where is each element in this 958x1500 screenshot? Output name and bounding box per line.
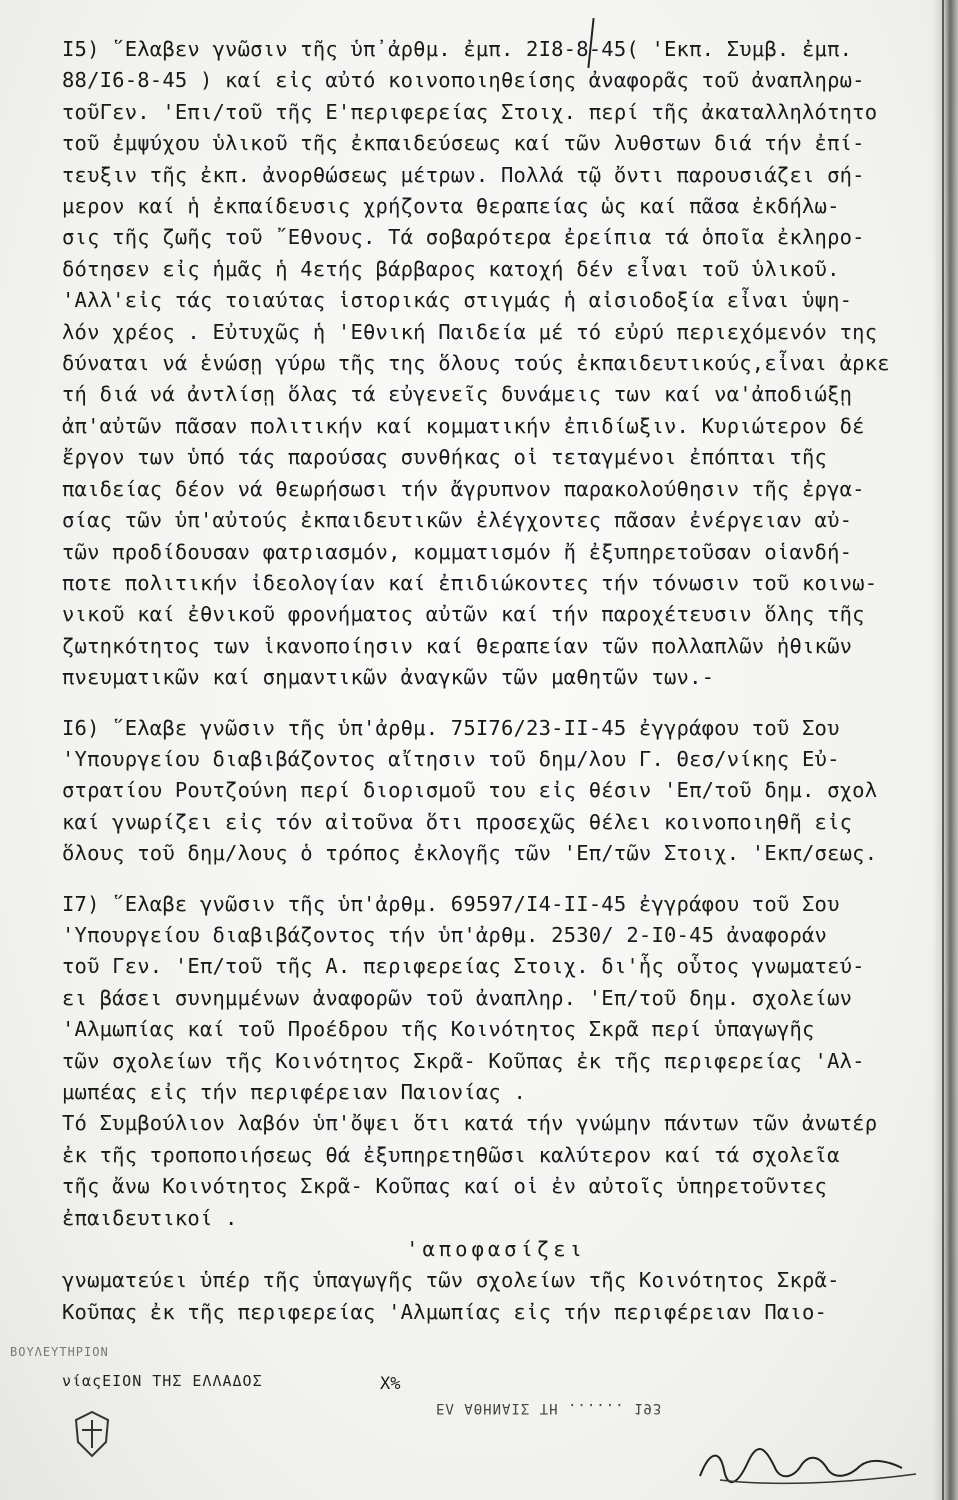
text-line: δότησεν εἰς ἡμᾶς ἡ 4ετής βάρβαρος κατοχή δέν εἶναι τοῦ ὑλικοῦ. [62,256,840,281]
footer-stamp-right: ΕΛ ΑΘΗΝΑΙΣ ΤΗ ...... 193 [436,1400,663,1416]
text-line: στρατίου Ρουτζούνη περί διορισμοῦ του εἰς θέσιν 'Επ/τοῦ δημ. σχολ [62,778,878,803]
document-body [62,34,930,1328]
text-line: ὅλους τοῦ δημ/λους ὁ τρόπος ἐκλογῆς τῶν 'Επ/τῶν Στοιχ. 'Εκπ/σεως. [62,841,878,866]
text-line: 'Αλμωπίας καί τοῦ Προέδρου τῆς Κοινότητος Σκρᾶ περί ὑπαγωγῆς [62,1017,815,1042]
signature-icon [690,1440,930,1490]
text-line: τή διά νά ἀντλίσῃ ὅλας τά εὐγενεῖς δυνάμεις των καί να'ἀποδιώξῃ [62,382,853,407]
text-line: 88/Ι6-8-45 ) καί εἰς αὐτό κοινοποιηθείσης ἀναφορᾶς τοῦ ἀναπληρω- [62,68,865,93]
text-line: σις τῆς ζωῆς τοῦ ῎Εθνους. Τά σοβαρότερα ἐρείπια τά ὁποῖα ἐκληρο- [62,225,865,250]
text-line: 'Υπουργείου διαβιβάζοντος τήν ὑπ'ἀρθμ. 2530/ 2-Ι0-45 ἀναφοράν [62,922,828,947]
text-line: λόν χρέος . Εὐτυχῶς ἡ 'Εθνική Παιδεία μέ τό εὐρύ περιεχόμενόν της [62,319,878,344]
text-line: νικοῦ καί ἐθνικοῦ φρονήματος αὐτῶν καί τήν παροχέτευσιν ὅλης τῆς [62,602,865,627]
paragraph-gap [62,694,930,713]
text-line: Τό Συμβούλιον λαβόν ὑπ'ὄψει ὅτι κατά τήν γνώμην πάντων τῶν ἀνωτέρ [62,1111,878,1136]
text-line: καί γνωρίζει εἰς τόν αἰτοῦνα ὅτι προσεχῶς θέλει κοινοποιηθῆ εἰς [62,809,853,834]
text-line: Ι6) ῞Ελαβε γνῶσιν τῆς ὑπ'ἀρθμ. 75Ι76/23-ΙΙ-45 ἐγγράφου τοῦ Σου [62,715,840,740]
text-line: σίας τῶν ὑπ'αὐτούς ἐκπαιδευτικῶν ἐλέγχοντες πᾶσαν ἐνέργειαν αὐ- [62,508,853,533]
page-edge-shadow [932,0,958,1500]
text-line: ει βάσει συνημμένων ἀναφορῶν τοῦ ἀναπληρ. 'Επ/τοῦ δημ. σχολείων [62,985,853,1010]
text-line: τῶν προδίδουσαν φατριασμόν, κομματισμόν ἤ ἐξυπηρετοῦσαν οἱανδή- [62,539,853,564]
text-line: τοῦΓεν. 'Επι/τοῦ τῆς Ε'περιφερείας Στοιχ. περί τῆς ἀκαταλληλότητο [62,99,878,124]
text-line: ἔργον των ὑπό τάς παρούσας συνθήκας οἱ τεταγμένοι ἐπόπται τῆς [62,445,828,470]
text-line: Ι5) ῞Ελαβεν γνῶσιν τῆς ὑπ᾽ἀρθμ. ἐμπ. 2Ι8-8-45( 'Εκπ. Συμβ. ἐμπ. [62,37,853,61]
text-line: 'Υπουργείου διαβιβάζοντος αἴτησιν τοῦ δημ/λου Γ. Θεσ/νίκης Εὐ- [62,746,840,771]
text-line: τοῦ ἐμψύχου ὑλικοῦ τῆς ἐκπαιδεύσεως καί τῶν λυθστων διά τήν ἐπί- [62,131,865,156]
page-edge-line [942,0,944,1500]
text-line: δύναται νά ἑνώσῃ γύρω τῆς της ὅλους τούς ἐκπαιδευτικούς,εἶναι ἀρκε [62,351,890,376]
footer-mark: Χ% [380,1374,401,1394]
paragraph-gap [62,870,930,889]
text-line: γνωματεύει ὑπέρ τῆς ὑπαγωγῆς τῶν σχολείων τῆς Κοινότητος Σκρᾶ- [62,1268,840,1293]
side-stamp: ΒΟΥΛΕΥΤΗΡΙΟΝ [10,1345,109,1359]
text-line: Κοῦπας ἐκ τῆς περιφερείας 'Αλμωπίας εἰς τήν περιφέρειαν Παιο- [62,1299,828,1324]
text-line: ἐκ τῆς τροποποιήσεως θά ἐξυπηρετηθῶσι καλύτερον καί τά σχολεῖα [62,1142,840,1167]
text-line: 'Αλλ'εἰς τάς τοιαύτας ἱστορικάς στιγμάς ἡ αἰσιοδοξία εἶναι ὑψη- [62,288,853,313]
text-line: Ι7) ῞Ελαβε γνῶσιν τῆς ὑπ'ἀρθμ. 69597/Ι4-ΙΙ-45 ἐγγράφου τοῦ Σου [62,891,840,916]
text-line: ἐπαιδευτικοί . [62,1205,238,1230]
text-line: πνευματικῶν καί σημαντικῶν ἀναγκῶν τῶν μαθητῶν των.- [62,665,715,690]
crest-icon [70,1408,114,1460]
text-line: μωπέας εἰς τήν περιφέρειαν Παιονίας . [62,1080,527,1104]
decision-heading: 'αποφασίζει [406,1237,586,1262]
text-line: τῶν σχολείων τῆς Κοινότητος Σκρᾶ- Κοῦπας ἐκ τῆς περιφερείας 'Αλ- [62,1048,865,1073]
text-line: ζωτηκότητος των ἱκανοποίησιν καί θεραπείαν τῶν πολλαπλῶν ἠθικῶν [62,633,853,658]
text-line: ποτε πολιτικήν ἰδεολογίαν καί ἐπιδιώκοντες τήν τόνωσιν τοῦ κοινω- [62,570,878,595]
text-line: τοῦ Γεν. 'Επ/τοῦ τῆς Α. περιφερείας Στοιχ. δι'ἧς οὗτος γνωματεύ- [62,954,865,979]
text-line: μερον καί ἡ ἐκπαίδευσις χρήζοντα θεραπείας ὡς καί πᾶσα ἐκδήλω- [62,194,840,219]
text-line: ἀπ'αὐτῶν πᾶσαν πολιτικήν καί κομματικήν ἐπιδίωξιν. Κυριώτερον δέ [62,413,865,438]
text-line: τευξιν τῆς ἐκπ. ἀνορθώσεως μέτρων. Πολλά τῷ ὄντι παρουσιάζει σή- [62,162,865,187]
footer-stamp-left: νίαςΕΙΟΝ ΤΗΣ ΕΛΛΑΔΟΣ [62,1372,263,1390]
text-line: παιδείας δέον νά θεωρήσωσι τήν ἄγρυπνον παρακολούθησιν τῆς ἐργα- [62,476,865,501]
text-line: τῆς ἄνω Κοινότητος Σκρᾶ- Κοῦπας καί οἱ ἐν αὐτοῖς ὑπηρετοῦντες [62,1174,828,1199]
